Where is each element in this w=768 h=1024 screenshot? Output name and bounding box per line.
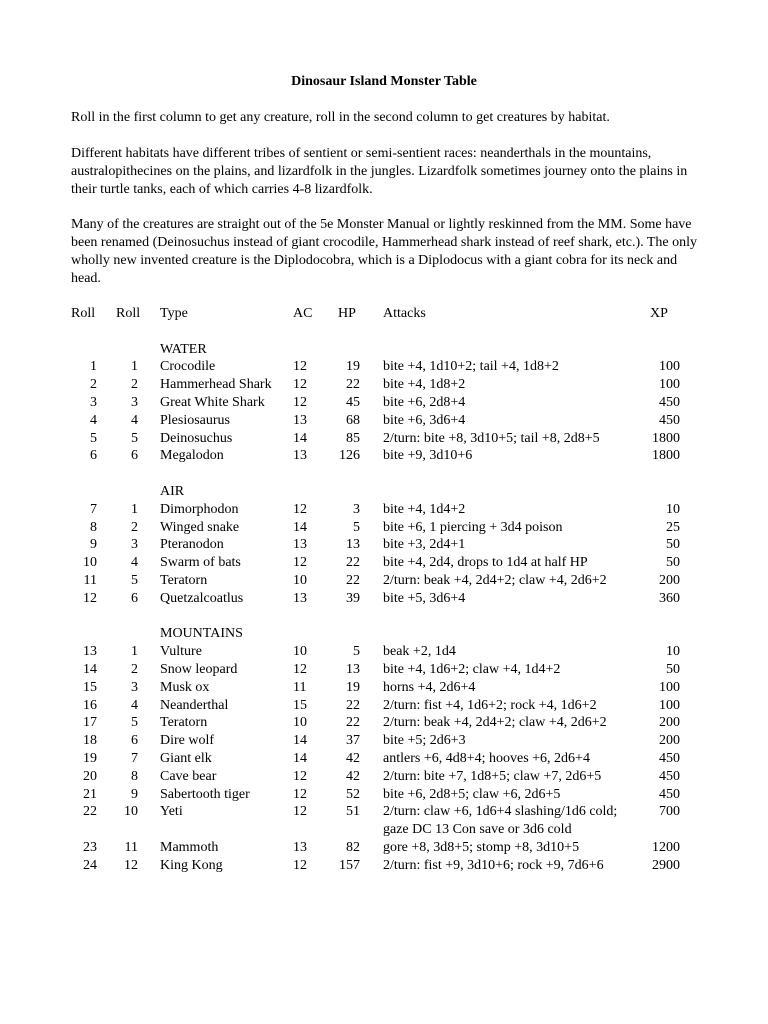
habitats-paragraph: Different habitats have different tribes of sentient or semi-sentient races: neanderthals in the mountains, australopithecines on the plains, and lizardfolk in the jungles. Lizardfolk sometimes journey onto the plains in their turtle tanks, each of which carries 4-8 lizardfolk.: [71, 146, 688, 197]
type-cell: Snow leopard: [160, 661, 238, 677]
table-row: [0, 750, 768, 768]
table-row: [0, 501, 768, 519]
table-row: [0, 714, 768, 732]
ac-cell: 12: [293, 804, 307, 820]
attacks-cell-continued: gaze DC 13 Con save or 3d6 cold: [383, 822, 572, 838]
header-roll-any: Roll: [71, 306, 96, 321]
attacks-cell: bite +6, 3d6+4: [383, 412, 466, 428]
attacks-cell: 2/turn: bite +7, 1d8+5; claw +7, 2d6+5: [383, 768, 602, 784]
hp-cell: 51: [346, 804, 360, 820]
attacks-cell: bite +6, 2d8+5; claw +6, 2d6+5: [383, 786, 561, 802]
roll-any-cell: 21: [83, 786, 97, 802]
attacks-cell: 2/turn: bite +8, 3d10+5; tail +8, 2d8+5: [383, 430, 600, 446]
section-heading-row: [0, 625, 768, 643]
roll-habitat-cell: 1: [131, 501, 138, 517]
type-cell: Dimorphodon: [160, 501, 239, 517]
xp-cell: 2900: [652, 857, 680, 873]
table-row: [0, 786, 768, 804]
attacks-cell: gore +8, 3d8+5; stomp +8, 3d10+5: [383, 839, 580, 855]
section-spacer: [0, 465, 768, 483]
roll-habitat-cell: 3: [131, 679, 138, 695]
ac-cell: 12: [293, 857, 307, 873]
type-cell: Quetzalcoatlus: [160, 590, 244, 606]
roll-habitat-cell: 3: [131, 394, 138, 410]
type-cell: Giant elk: [160, 750, 212, 766]
hp-cell: 3: [353, 501, 360, 517]
attacks-cell: bite +4, 2d4, drops to 1d4 at half HP: [383, 555, 588, 571]
xp-cell: 100: [659, 697, 680, 713]
xp-cell: 10: [666, 644, 680, 660]
hp-cell: 45: [346, 394, 360, 410]
hp-cell: 82: [346, 839, 360, 855]
hp-cell: 5: [353, 644, 360, 660]
xp-cell: 360: [659, 590, 680, 606]
roll-any-cell: 16: [83, 697, 97, 713]
attacks-cell: bite +9, 3d10+6: [383, 448, 473, 464]
type-cell: Dire wolf: [160, 733, 215, 749]
ac-cell: 11: [293, 679, 307, 695]
hp-cell: 22: [346, 572, 360, 588]
hp-cell: 68: [346, 412, 360, 428]
roll-any-cell: 7: [90, 501, 97, 517]
ac-cell: 14: [293, 733, 307, 749]
roll-any-cell: 5: [90, 430, 97, 446]
sources-paragraph: Many of the creatures are straight out of the 5e Monster Manual or lightly reskinned from the MM. Some have been renamed (Deinosuchus instead of giant crocodile, Hammerhead shark instead of reef shark, etc.). The only wholly new invented creature is the Diplodocobra, which is a Diplodocus with a giant cobra for its neck and head.: [71, 217, 698, 286]
table-row: [0, 697, 768, 715]
roll-habitat-cell: 10: [124, 804, 138, 820]
roll-any-cell: 18: [83, 733, 97, 749]
ac-cell: 12: [293, 501, 307, 517]
roll-any-cell: 1: [90, 359, 97, 375]
roll-any-cell: 15: [83, 679, 97, 695]
roll-habitat-cell: 2: [131, 377, 138, 393]
ac-cell: 12: [293, 661, 307, 677]
attacks-cell: 2/turn: beak +4, 2d4+2; claw +4, 2d6+2: [383, 572, 607, 588]
xp-cell: 450: [659, 786, 680, 802]
roll-any-cell: 22: [83, 804, 97, 820]
hp-cell: 19: [346, 359, 360, 375]
hp-cell: 157: [339, 857, 360, 873]
xp-cell: 450: [659, 768, 680, 784]
hp-cell: 19: [346, 679, 360, 695]
attacks-cell: bite +4, 1d10+2; tail +4, 1d8+2: [383, 359, 559, 375]
ac-cell: 14: [293, 519, 307, 535]
roll-habitat-cell: 4: [131, 697, 138, 713]
table-row: [0, 376, 768, 394]
table-row: [0, 839, 768, 857]
hp-cell: 22: [346, 555, 360, 571]
roll-habitat-cell: 2: [131, 661, 138, 677]
attacks-cell: horns +4, 2d6+4: [383, 679, 476, 695]
ac-cell: 10: [293, 644, 307, 660]
type-cell: Mammoth: [160, 839, 219, 855]
hp-cell: 22: [346, 697, 360, 713]
type-cell: Winged snake: [160, 519, 240, 535]
hp-cell: 13: [346, 661, 360, 677]
table-row: [0, 572, 768, 590]
type-cell: Pteranodon: [160, 537, 224, 553]
table-row: [0, 394, 768, 412]
xp-cell: 100: [659, 359, 680, 375]
roll-any-cell: 13: [83, 644, 97, 660]
section-heading-row: [0, 341, 768, 359]
xp-cell: 450: [659, 412, 680, 428]
ac-cell: 12: [293, 786, 307, 802]
header-xp: XP: [650, 306, 668, 321]
xp-cell: 10: [666, 501, 680, 517]
monster-table: [0, 305, 768, 875]
roll-any-cell: 10: [83, 555, 97, 571]
hp-cell: 42: [346, 768, 360, 784]
table-row: [0, 857, 768, 875]
xp-cell: 50: [666, 661, 680, 677]
roll-habitat-cell: 5: [131, 572, 138, 588]
table-row: [0, 661, 768, 679]
table-row: [0, 590, 768, 608]
attacks-cell: bite +4, 1d4+2: [383, 501, 466, 517]
roll-habitat-cell: 6: [131, 448, 138, 464]
ac-cell: 13: [293, 412, 307, 428]
attacks-cell: beak +2, 1d4: [383, 644, 456, 660]
roll-any-cell: 6: [90, 448, 97, 464]
ac-cell: 12: [293, 555, 307, 571]
ac-cell: 13: [293, 590, 307, 606]
attacks-cell: bite +5, 3d6+4: [383, 590, 466, 606]
table-row: [0, 643, 768, 661]
table-row: [0, 554, 768, 572]
xp-cell: 200: [659, 572, 680, 588]
hp-cell: 37: [346, 733, 360, 749]
type-cell: Sabertooth tiger: [160, 786, 250, 802]
roll-habitat-cell: 1: [131, 359, 138, 375]
type-cell: Swarm of bats: [160, 555, 241, 571]
xp-cell: 100: [659, 679, 680, 695]
xp-cell: 450: [659, 394, 680, 410]
section-spacer: [0, 323, 768, 341]
table-row: [0, 803, 768, 821]
table-row: [0, 768, 768, 786]
attacks-cell: 2/turn: claw +6, 1d6+4 slashing/1d6 cold;: [383, 804, 618, 820]
ac-cell: 14: [293, 430, 307, 446]
roll-any-cell: 14: [83, 661, 97, 677]
xp-cell: 100: [659, 377, 680, 393]
table-row: [0, 412, 768, 430]
attacks-cell: 2/turn: fist +4, 1d6+2; rock +4, 1d6+2: [383, 697, 597, 713]
ac-cell: 10: [293, 572, 307, 588]
hp-cell: 52: [346, 786, 360, 802]
type-cell: Teratorn: [160, 572, 208, 588]
xp-cell: 200: [659, 733, 680, 749]
type-cell: Crocodile: [160, 359, 216, 375]
ac-cell: 12: [293, 377, 307, 393]
hp-cell: 13: [346, 537, 360, 553]
attacks-cell: bite +4, 1d6+2; claw +4, 1d4+2: [383, 661, 561, 677]
type-cell: Yeti: [160, 804, 183, 820]
roll-habitat-cell: 3: [131, 537, 138, 553]
ac-cell: 10: [293, 715, 307, 731]
roll-any-cell: 17: [83, 715, 97, 731]
hp-cell: 22: [346, 377, 360, 393]
header-hp: HP: [338, 306, 356, 321]
xp-cell: 25: [666, 519, 680, 535]
type-cell: Great White Shark: [160, 394, 265, 410]
hp-cell: 39: [346, 590, 360, 606]
roll-habitat-cell: 11: [124, 839, 138, 855]
type-cell: Musk ox: [160, 679, 210, 695]
attacks-cell: bite +3, 2d4+1: [383, 537, 466, 553]
table-row-continuation: [0, 821, 768, 839]
intro-paragraph: Roll in the first column to get any creature, roll in the second column to get creatures by habitat.: [71, 110, 610, 125]
ac-cell: 12: [293, 394, 307, 410]
roll-any-cell: 19: [83, 750, 97, 766]
hp-cell: 22: [346, 715, 360, 731]
table-row: [0, 732, 768, 750]
header-attacks: Attacks: [383, 306, 426, 321]
roll-any-cell: 12: [83, 590, 97, 606]
xp-cell: 1800: [652, 430, 680, 446]
ac-cell: 12: [293, 768, 307, 784]
hp-cell: 126: [339, 448, 360, 464]
roll-any-cell: 4: [90, 412, 97, 428]
roll-habitat-cell: 2: [131, 519, 138, 535]
type-cell: Plesiosaurus: [160, 412, 230, 428]
roll-habitat-cell: 12: [124, 857, 138, 873]
xp-cell: 450: [659, 750, 680, 766]
xp-cell: 50: [666, 537, 680, 553]
attacks-cell: bite +6, 1 piercing + 3d4 poison: [383, 519, 563, 535]
ac-cell: 15: [293, 697, 307, 713]
xp-cell: 700: [659, 804, 680, 820]
section-heading: AIR: [160, 483, 185, 499]
attacks-cell: antlers +6, 4d8+4; hooves +6, 2d6+4: [383, 750, 590, 766]
ac-cell: 13: [293, 448, 307, 464]
table-row: [0, 679, 768, 697]
ac-cell: 13: [293, 537, 307, 553]
hp-cell: 85: [346, 430, 360, 446]
table-header-row: [0, 305, 768, 323]
header-ac: AC: [293, 306, 313, 321]
roll-habitat-cell: 9: [131, 786, 138, 802]
xp-cell: 200: [659, 715, 680, 731]
roll-any-cell: 3: [90, 394, 97, 410]
roll-habitat-cell: 4: [131, 412, 138, 428]
roll-any-cell: 9: [90, 537, 97, 553]
ac-cell: 13: [293, 839, 307, 855]
hp-cell: 5: [353, 519, 360, 535]
table-row: [0, 358, 768, 376]
roll-habitat-cell: 6: [131, 590, 138, 606]
roll-habitat-cell: 1: [131, 644, 138, 660]
section-heading-row: [0, 483, 768, 501]
roll-any-cell: 11: [83, 572, 97, 588]
header-roll-habitat: Roll: [116, 306, 141, 321]
table-row: [0, 430, 768, 448]
table-row: [0, 536, 768, 554]
attacks-cell: bite +6, 2d8+4: [383, 394, 466, 410]
type-cell: Hammerhead Shark: [160, 377, 272, 393]
roll-habitat-cell: 6: [131, 733, 138, 749]
hp-cell: 42: [346, 750, 360, 766]
table-row: [0, 447, 768, 465]
roll-habitat-cell: 5: [131, 715, 138, 731]
type-cell: Megalodon: [160, 448, 224, 464]
type-cell: Neanderthal: [160, 697, 229, 713]
xp-cell: 1800: [652, 448, 680, 464]
xp-cell: 1200: [652, 839, 680, 855]
roll-any-cell: 20: [83, 768, 97, 784]
roll-any-cell: 23: [83, 839, 97, 855]
section-heading: WATER: [160, 341, 207, 357]
roll-habitat-cell: 8: [131, 768, 138, 784]
header-type: Type: [160, 306, 188, 321]
type-cell: King Kong: [160, 857, 223, 873]
roll-habitat-cell: 4: [131, 555, 138, 571]
xp-cell: 50: [666, 555, 680, 571]
type-cell: Teratorn: [160, 715, 208, 731]
type-cell: Vulture: [160, 644, 202, 660]
table-row: [0, 519, 768, 537]
type-cell: Cave bear: [160, 768, 217, 784]
roll-any-cell: 2: [90, 377, 97, 393]
attacks-cell: 2/turn: beak +4, 2d4+2; claw +4, 2d6+2: [383, 715, 607, 731]
roll-habitat-cell: 7: [131, 750, 138, 766]
section-heading: MOUNTAINS: [160, 626, 243, 642]
section-spacer: [0, 608, 768, 626]
attacks-cell: 2/turn: fist +9, 3d10+6; rock +9, 7d6+6: [383, 857, 604, 873]
ac-cell: 14: [293, 750, 307, 766]
roll-habitat-cell: 5: [131, 430, 138, 446]
roll-any-cell: 8: [90, 519, 97, 535]
attacks-cell: bite +5; 2d6+3: [383, 733, 466, 749]
ac-cell: 12: [293, 359, 307, 375]
roll-any-cell: 24: [83, 857, 97, 873]
attacks-cell: bite +4, 1d8+2: [383, 377, 466, 393]
type-cell: Deinosuchus: [160, 430, 233, 446]
document-title: Dinosaur Island Monster Table: [291, 74, 477, 89]
